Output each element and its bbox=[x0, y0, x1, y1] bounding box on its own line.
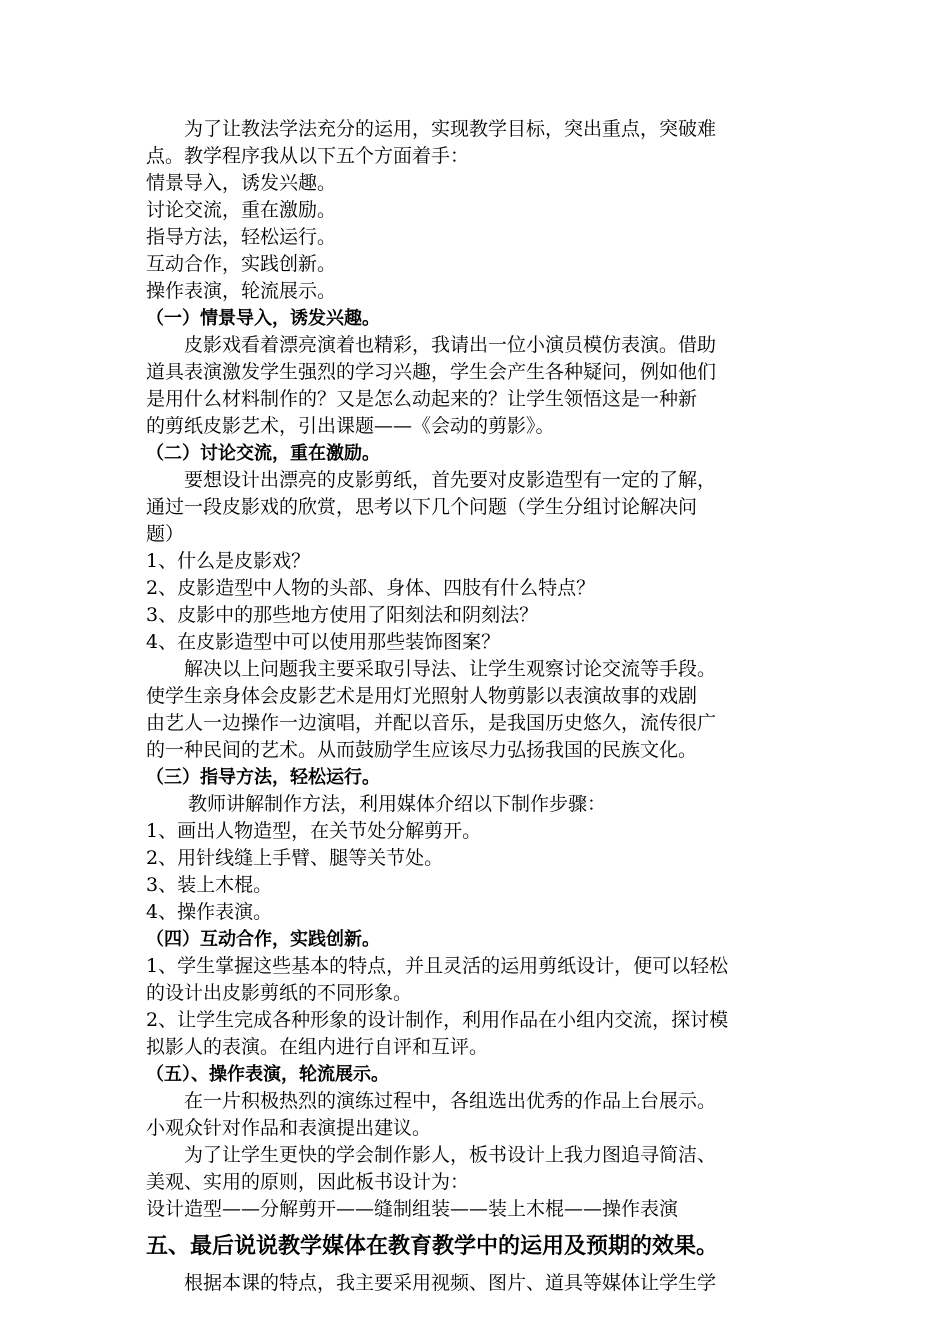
paragraph-line: 道具表演激发学生强烈的学习兴趣，学生会产生各种疑问，例如他们 bbox=[146, 361, 717, 383]
paragraph-line: 点。教学程序我从以下五个方面着手： bbox=[146, 145, 470, 167]
paragraph-line: 讨论交流，重在激励。 bbox=[146, 199, 337, 221]
paragraph-first-line: 根据本课的特点，我主要采用视频、图片、道具等媒体让学生学 bbox=[184, 1272, 717, 1294]
section-heading: （四）互动合作，实践创新。 bbox=[146, 929, 380, 950]
paragraph-line: 1、什么是皮影戏？ bbox=[146, 550, 311, 572]
paragraph-line: 2、让学生完成各种形象的设计制作，利用作品在小组内交流，探讨模 bbox=[146, 1009, 729, 1031]
paragraph-first-line: 在一片积极热烈的演练过程中，各组选出优秀的作品上台展示。 bbox=[184, 1090, 717, 1112]
chapter-title: 五、最后说说教学媒体在教育教学中的运用及预期的效果。 bbox=[146, 1234, 719, 1259]
paragraph-first-line: 要想设计出漂亮的皮影剪纸，首先要对皮影造型有一定的了解， bbox=[184, 469, 717, 491]
paragraph-line: 2、皮影造型中人物的头部、身体、四肢有什么特点？ bbox=[146, 577, 596, 599]
paragraph-line: 3、皮影中的那些地方使用了阳刻法和阴刻法？ bbox=[146, 604, 539, 626]
section-heading: （三）指导方法，轻松运行。 bbox=[146, 767, 380, 788]
paragraph-line: 的一种民间的艺术。从而鼓励学生应该尽力弘扬我国的民族文化。 bbox=[146, 739, 698, 761]
paragraph-line: 指导方法，轻松运行。 bbox=[146, 226, 337, 248]
paragraph-first-line: 为了让教法学法充分的运用，实现教学目标，突出重点，突破难 bbox=[184, 118, 717, 140]
paragraph-line: 通过一段皮影戏的欣赏，思考以下几个问题（学生分组讨论解决问 bbox=[146, 496, 698, 518]
paragraph-line: 拟影人的表演。在组内进行自评和互评。 bbox=[146, 1036, 489, 1058]
paragraph-line: 的设计出皮影剪纸的不同形象。 bbox=[146, 982, 413, 1004]
document-body bbox=[146, 116, 810, 1297]
paragraph-first-line: 解决以上问题我主要采取引导法、让学生观察讨论交流等手段。 bbox=[184, 658, 717, 680]
paragraph-line: 由艺人一边操作一边演唱，并配以音乐，是我国历史悠久，流传很广 bbox=[146, 712, 717, 734]
paragraph-line: 美观、实用的原则，因此板书设计为： bbox=[146, 1171, 470, 1193]
paragraph-line: 互动合作，实践创新。 bbox=[146, 253, 337, 275]
paragraph-line: 2、用针线缝上手臂、腿等关节处。 bbox=[146, 847, 444, 869]
paragraph-first-line: 教师讲解制作方法，利用媒体介绍以下制作步骤： bbox=[188, 793, 607, 815]
paragraph-line: 操作表演，轮流展示。 bbox=[146, 280, 337, 302]
paragraph-line: 的剪纸皮影艺术，引出课题——《会动的剪影》。 bbox=[146, 415, 555, 437]
paragraph-line: 题） bbox=[146, 523, 185, 545]
section-heading: （五）、操作表演，轮流展示。 bbox=[146, 1064, 389, 1085]
paragraph-first-line: 皮影戏看着漂亮演着也精彩，我请出一位小演员模仿表演。借助 bbox=[184, 334, 717, 356]
paragraph-line: 4、在皮影造型中可以使用那些装饰图案？ bbox=[146, 631, 501, 653]
section-heading: （一）情景导入，诱发兴趣。 bbox=[146, 308, 380, 329]
paragraph-line: 4、操作表演。 bbox=[146, 901, 273, 923]
paragraph-first-line: 为了让学生更快的学会制作影人，板书设计上我力图追寻简洁、 bbox=[184, 1144, 717, 1166]
paragraph-line: 3、装上木棍。 bbox=[146, 874, 273, 896]
paragraph-line: 设计造型——分解剪开——缝制组装——装上木棍——操作表演 bbox=[146, 1198, 679, 1220]
section-heading: （二）讨论交流，重在激励。 bbox=[146, 443, 380, 464]
paragraph-line: 使学生亲身体会皮影艺术是用灯光照射人物剪影以表演故事的戏剧 bbox=[146, 685, 698, 707]
paragraph-line: 1、学生掌握这些基本的特点，并且灵活的运用剪纸设计，便可以轻松 bbox=[146, 955, 729, 977]
paragraph-line: 情景导入，诱发兴趣。 bbox=[146, 172, 337, 194]
paragraph-line: 1、画出人物造型，在关节处分解剪开。 bbox=[146, 820, 482, 842]
paragraph-line: 是用什么材料制作的？又是怎么动起来的？让学生领悟这是一种新 bbox=[146, 388, 698, 410]
paragraph-line: 小观众针对作品和表演提出建议。 bbox=[146, 1117, 432, 1139]
